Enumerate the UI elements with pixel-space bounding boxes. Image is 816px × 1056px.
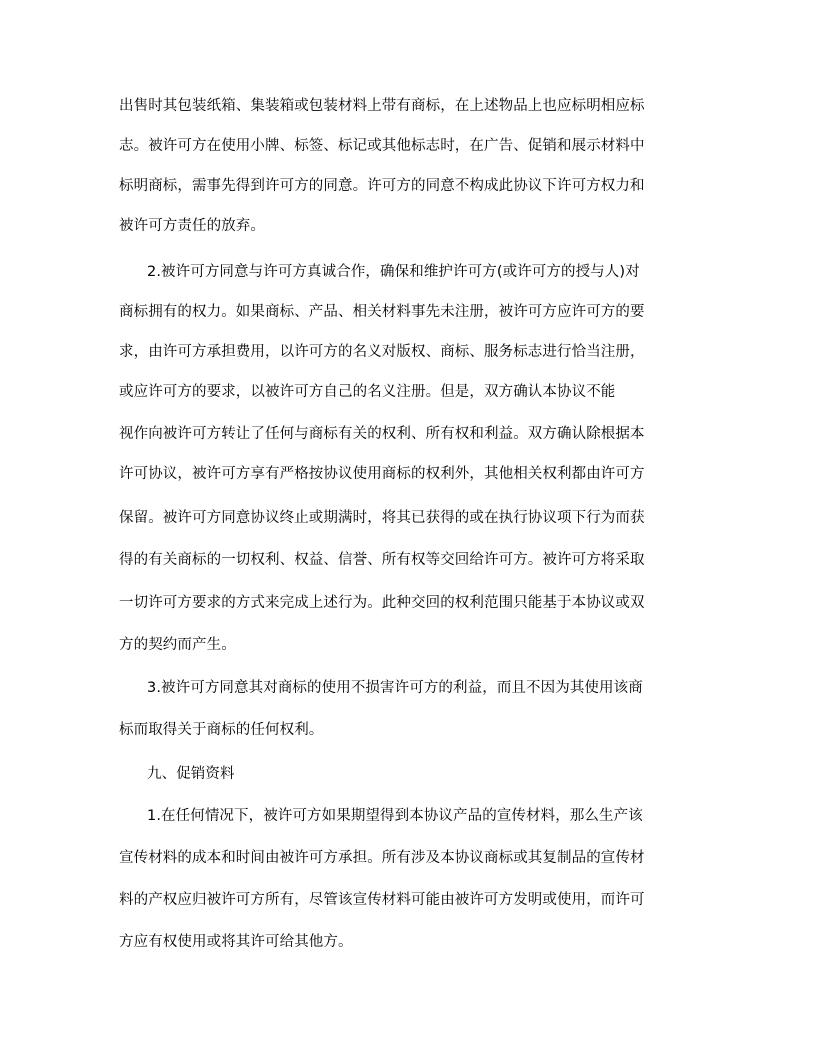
text-line: 方的契约而产生。 [119,637,236,653]
text-line: 志。被许可方在使用小牌、标签、标记或其他标志时，在广告、促销和展示材料中 [119,138,645,154]
text-line: 被许可方责任的放弃。 [119,218,265,234]
text-line: 许可协议，被许可方享有严格按协议使用商标的权利外，其他相关权利都由许可方 [119,466,645,482]
text-line: 视作向被许可方转让了任何与商标有关的权利、所有权和利益。双方确认除根据本 [119,426,645,442]
paragraph-start-line: 2.被许可方同意与许可方真诚合作，确保和维护许可方(或许可方的授与人)对 [147,264,640,280]
text-line: 方应有权使用或将其许可给其他方。 [119,934,353,950]
text-line: 或应许可方的要求，以被许可方自己的名义注册。但是，双方确认本协议不能 [119,384,616,400]
text-line: 出售时其包装纸箱、集装箱或包装材料上带有商标，在上述物品上也应标明相应标 [119,98,645,114]
paragraph-start-line: 1.在任何情况下，被许可方如果期望得到本协议产品的宣传材料，那么生产该 [147,808,643,824]
text-line: 宣传材料的成本和时间由被许可方承担。所有涉及本协议商标或其复制品的宣传材 [119,850,645,866]
text-line: 保留。被许可方同意协议终止或期满时，将其已获得的或在执行协议项下行为而获 [119,510,645,526]
text-line: 标明商标，需事先得到许可方的同意。许可方的同意不构成此协议下许可方权力和 [119,178,645,194]
paragraph-start-line: 3.被许可方同意其对商标的使用不损害许可方的利益，而且不因为其使用该商 [147,680,643,696]
text-line: 商标拥有的权力。如果商标、产品、相关材料事先未注册，被许可方应许可方的要 [119,304,645,320]
text-line: 标而取得关于商标的任何权利。 [119,722,324,738]
text-line: 得的有关商标的一切权利、权益、信誉、所有权等交回给许可方。被许可方将采取 [119,552,645,568]
text-line: 料的产权应归被许可方所有，尽管该宣传材料可能由被许可方发明或使用，而许可 [119,892,645,908]
text-line: 一切许可方要求的方式来完成上述行为。此种交回的权利范围只能基于本协议或双 [119,595,645,611]
section-heading: 九、促销资料 [147,766,235,782]
text-line: 求，由许可方承担费用，以许可方的名义对版权、商标、服务标志进行恰当注册， [119,344,645,360]
